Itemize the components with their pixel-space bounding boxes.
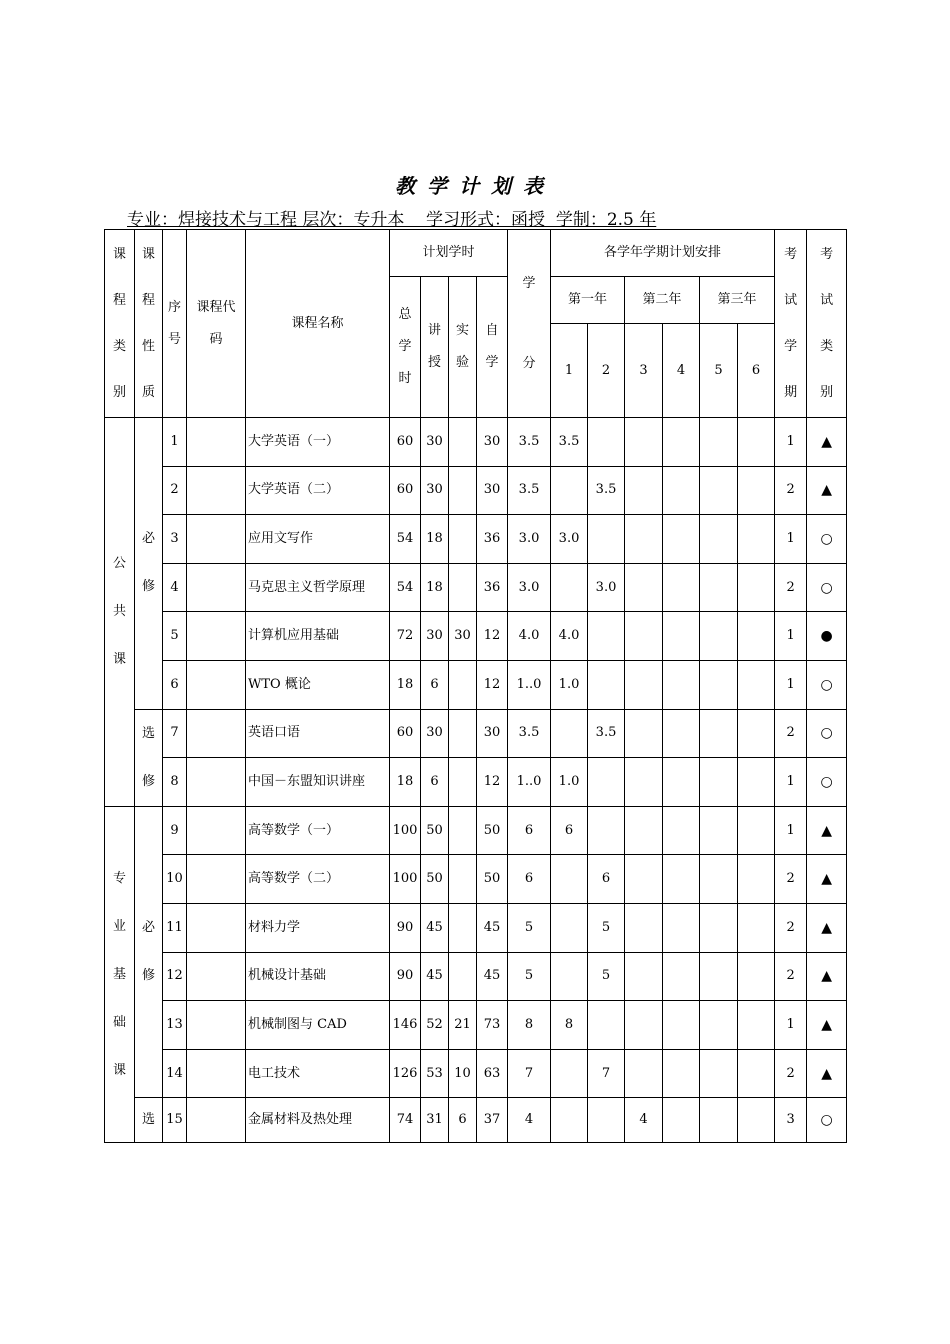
cell-s6 xyxy=(738,563,775,612)
cell-lecture: 30 xyxy=(421,466,449,515)
cell-credit: 3.5 xyxy=(508,466,551,515)
cell-exam-term: 3 xyxy=(775,1098,807,1143)
cell-exam-type: ▲ xyxy=(807,418,847,467)
table-row xyxy=(105,660,847,709)
cell-seq: 3 xyxy=(163,515,187,564)
cell-lecture: 45 xyxy=(421,952,449,1001)
cell-exam-type: ▲ xyxy=(807,466,847,515)
cell-code xyxy=(187,612,246,661)
group-public-course: 公 共 课 xyxy=(105,418,135,807)
header-lecture: 讲 授 xyxy=(421,277,449,418)
cell-lecture: 30 xyxy=(421,612,449,661)
cell-code xyxy=(187,952,246,1001)
cell-credit: 1..0 xyxy=(508,660,551,709)
cell-s2 xyxy=(588,418,625,467)
cell-s3 xyxy=(625,903,663,952)
cell-exam-type: ○ xyxy=(807,660,847,709)
cell-s1 xyxy=(551,855,588,904)
cell-exam-type: ▲ xyxy=(807,952,847,1001)
cell-s1 xyxy=(551,903,588,952)
cell-s2: 5 xyxy=(588,903,625,952)
header-exam-term: 考 试 学 期 xyxy=(775,230,807,418)
page-title: 教学计划表 xyxy=(395,174,555,198)
cell-s4 xyxy=(663,758,700,807)
cell-s3 xyxy=(625,660,663,709)
cell-lecture: 31 xyxy=(421,1098,449,1143)
cell-s6 xyxy=(738,660,775,709)
header-plan-hours: 计划学时 xyxy=(390,230,508,277)
table-row xyxy=(105,466,847,515)
cell-self: 63 xyxy=(477,1049,508,1098)
cell-exam-type: ○ xyxy=(807,563,847,612)
table-row xyxy=(105,418,847,467)
cell-s3 xyxy=(625,709,663,758)
cell-s6 xyxy=(738,952,775,1001)
cell-s3 xyxy=(625,1049,663,1098)
cell-credit: 1..0 xyxy=(508,758,551,807)
cell-course-name: 机械设计基础 xyxy=(246,952,390,1001)
cell-s1: 3.5 xyxy=(551,418,588,467)
cell-exam-term: 2 xyxy=(775,1049,807,1098)
cell-lecture: 6 xyxy=(421,660,449,709)
cell-lab: 30 xyxy=(449,612,477,661)
cell-exam-term: 2 xyxy=(775,563,807,612)
cell-total: 60 xyxy=(390,466,421,515)
cell-lab xyxy=(449,855,477,904)
cell-s6 xyxy=(738,709,775,758)
cell-seq: 10 xyxy=(163,855,187,904)
cell-s1 xyxy=(551,952,588,1001)
cell-s2: 3.5 xyxy=(588,466,625,515)
cell-s4 xyxy=(663,660,700,709)
header-self-study: 自 学 xyxy=(477,277,508,418)
header-total-hours: 总 学 时 xyxy=(390,277,421,418)
header-semester-1: 1 xyxy=(551,324,588,418)
cell-exam-term: 2 xyxy=(775,855,807,904)
cell-s5 xyxy=(700,1098,738,1143)
cell-lab: 6 xyxy=(449,1098,477,1143)
cell-s1 xyxy=(551,563,588,612)
cell-self: 36 xyxy=(477,563,508,612)
cell-code xyxy=(187,903,246,952)
header-semester-2: 2 xyxy=(588,324,625,418)
header-credit: 学 分 xyxy=(508,230,551,418)
cell-credit: 5 xyxy=(508,952,551,1001)
cell-lecture: 50 xyxy=(421,855,449,904)
cell-s6 xyxy=(738,1098,775,1143)
table-row xyxy=(105,952,847,1001)
cell-s1 xyxy=(551,709,588,758)
cell-self: 50 xyxy=(477,806,508,855)
table-row xyxy=(105,758,847,807)
cell-s4 xyxy=(663,709,700,758)
cell-course-name: 大学英语（二） xyxy=(246,466,390,515)
cell-credit: 6 xyxy=(508,806,551,855)
cell-course-name: 机械制图与 CAD xyxy=(246,1001,390,1050)
cell-self: 73 xyxy=(477,1001,508,1050)
cell-seq: 2 xyxy=(163,466,187,515)
cell-exam-term: 1 xyxy=(775,418,807,467)
cell-s2 xyxy=(588,612,625,661)
group-elective: 选 修 xyxy=(135,709,163,806)
table-row xyxy=(105,563,847,612)
cell-total: 100 xyxy=(390,806,421,855)
cell-s5 xyxy=(700,1049,738,1098)
cell-total: 74 xyxy=(390,1098,421,1143)
cell-s4 xyxy=(663,1098,700,1143)
cell-total: 18 xyxy=(390,758,421,807)
cell-lecture: 30 xyxy=(421,709,449,758)
cell-total: 60 xyxy=(390,418,421,467)
cell-seq: 4 xyxy=(163,563,187,612)
cell-credit: 3.5 xyxy=(508,418,551,467)
cell-course-name: 电工技术 xyxy=(246,1049,390,1098)
cell-self: 30 xyxy=(477,466,508,515)
cell-code xyxy=(187,1098,246,1143)
cell-course-name: 应用文写作 xyxy=(246,515,390,564)
cell-s2: 7 xyxy=(588,1049,625,1098)
cell-total: 146 xyxy=(390,1001,421,1050)
cell-total: 72 xyxy=(390,612,421,661)
cell-s1: 4.0 xyxy=(551,612,588,661)
cell-s4 xyxy=(663,515,700,564)
table-row xyxy=(105,903,847,952)
cell-s1 xyxy=(551,1098,588,1143)
cell-s2: 5 xyxy=(588,952,625,1001)
cell-seq: 7 xyxy=(163,709,187,758)
cell-self: 50 xyxy=(477,855,508,904)
cell-total: 60 xyxy=(390,709,421,758)
cell-exam-term: 1 xyxy=(775,515,807,564)
cell-s3 xyxy=(625,855,663,904)
table-row xyxy=(105,515,847,564)
cell-s2 xyxy=(588,758,625,807)
cell-exam-term: 1 xyxy=(775,1001,807,1050)
cell-self: 36 xyxy=(477,515,508,564)
cell-exam-term: 1 xyxy=(775,806,807,855)
header-year-3: 第三年 xyxy=(700,277,775,324)
cell-self: 12 xyxy=(477,660,508,709)
cell-s5 xyxy=(700,612,738,661)
cell-lab xyxy=(449,418,477,467)
cell-s4 xyxy=(663,418,700,467)
cell-s3 xyxy=(625,563,663,612)
group-professional-course: 专 业 基 础 课 xyxy=(105,806,135,1143)
cell-s3 xyxy=(625,758,663,807)
cell-self: 30 xyxy=(477,418,508,467)
cell-s4 xyxy=(663,1049,700,1098)
cell-s6 xyxy=(738,903,775,952)
cell-s5 xyxy=(700,806,738,855)
cell-lab xyxy=(449,515,477,564)
cell-s3: 4 xyxy=(625,1098,663,1143)
cell-course-name: 金属材料及热处理 xyxy=(246,1098,390,1143)
cell-total: 90 xyxy=(390,952,421,1001)
cell-exam-term: 1 xyxy=(775,612,807,661)
cell-self: 45 xyxy=(477,903,508,952)
cell-code xyxy=(187,660,246,709)
cell-s5 xyxy=(700,709,738,758)
cell-course-name: 英语口语 xyxy=(246,709,390,758)
cell-course-name: WTO 概论 xyxy=(246,660,390,709)
header-course-name: 课程名称 xyxy=(246,230,390,418)
cell-exam-type: ▲ xyxy=(807,855,847,904)
group-required-2: 必 修 xyxy=(135,806,163,1098)
cell-s2: 3.5 xyxy=(588,709,625,758)
cell-seq: 14 xyxy=(163,1049,187,1098)
cell-s1: 1.0 xyxy=(551,660,588,709)
header-semester-6: 6 xyxy=(738,324,775,418)
cell-s4 xyxy=(663,612,700,661)
cell-lab xyxy=(449,709,477,758)
cell-exam-type: ▲ xyxy=(807,1049,847,1098)
cell-s4 xyxy=(663,466,700,515)
cell-credit: 3.0 xyxy=(508,515,551,564)
cell-exam-type: ● xyxy=(807,612,847,661)
cell-credit: 4 xyxy=(508,1098,551,1143)
header-semester-plan: 各学年学期计划安排 xyxy=(551,230,775,277)
cell-s2 xyxy=(588,660,625,709)
cell-exam-term: 1 xyxy=(775,758,807,807)
cell-lab xyxy=(449,563,477,612)
cell-self: 30 xyxy=(477,709,508,758)
header-exam-type: 考 试 类 别 xyxy=(807,230,847,418)
cell-s3 xyxy=(625,806,663,855)
cell-course-name: 大学英语（一） xyxy=(246,418,390,467)
cell-s5 xyxy=(700,418,738,467)
cell-lecture: 45 xyxy=(421,903,449,952)
cell-credit: 5 xyxy=(508,903,551,952)
cell-lab xyxy=(449,806,477,855)
cell-code xyxy=(187,563,246,612)
header-year-1: 第一年 xyxy=(551,277,625,324)
cell-seq: 6 xyxy=(163,660,187,709)
cell-total: 90 xyxy=(390,903,421,952)
cell-lecture: 18 xyxy=(421,515,449,564)
cell-credit: 3.5 xyxy=(508,709,551,758)
cell-s6 xyxy=(738,758,775,807)
cell-exam-type: ○ xyxy=(807,758,847,807)
cell-seq: 1 xyxy=(163,418,187,467)
cell-code xyxy=(187,515,246,564)
cell-lab xyxy=(449,660,477,709)
cell-s2: 6 xyxy=(588,855,625,904)
cell-lab xyxy=(449,952,477,1001)
cell-code xyxy=(187,466,246,515)
cell-s2 xyxy=(588,1001,625,1050)
cell-s1: 6 xyxy=(551,806,588,855)
cell-s5 xyxy=(700,855,738,904)
cell-credit: 8 xyxy=(508,1001,551,1050)
cell-exam-term: 2 xyxy=(775,903,807,952)
cell-s1: 1.0 xyxy=(551,758,588,807)
cell-code xyxy=(187,418,246,467)
cell-s3 xyxy=(625,418,663,467)
cell-exam-term: 2 xyxy=(775,952,807,1001)
cell-seq: 13 xyxy=(163,1001,187,1050)
cell-s6 xyxy=(738,806,775,855)
table-row xyxy=(105,1049,847,1098)
cell-self: 37 xyxy=(477,1098,508,1143)
cell-seq: 15 xyxy=(163,1098,187,1143)
cell-lab: 21 xyxy=(449,1001,477,1050)
cell-code xyxy=(187,806,246,855)
cell-credit: 3.0 xyxy=(508,563,551,612)
cell-self: 12 xyxy=(477,612,508,661)
program-info-line: 专业：焊接技术与工程 层次：专升本 学习形式：函授 学制：2.5 年 xyxy=(127,210,657,230)
cell-total: 54 xyxy=(390,515,421,564)
cell-s3 xyxy=(625,952,663,1001)
cell-s2 xyxy=(588,1098,625,1143)
cell-exam-type: ▲ xyxy=(807,1001,847,1050)
cell-course-name: 计算机应用基础 xyxy=(246,612,390,661)
cell-s6 xyxy=(738,466,775,515)
cell-lab xyxy=(449,758,477,807)
cell-lab xyxy=(449,903,477,952)
header-course-nature: 课 程 性 质 xyxy=(135,230,163,418)
header-lab: 实 验 xyxy=(449,277,477,418)
table-row xyxy=(105,709,847,758)
cell-total: 126 xyxy=(390,1049,421,1098)
cell-lab xyxy=(449,466,477,515)
cell-s1: 8 xyxy=(551,1001,588,1050)
cell-course-name: 马克思主义哲学原理 xyxy=(246,563,390,612)
cell-exam-type: ▲ xyxy=(807,806,847,855)
cell-s5 xyxy=(700,515,738,564)
cell-s5 xyxy=(700,903,738,952)
table-row xyxy=(105,806,847,855)
cell-exam-term: 2 xyxy=(775,709,807,758)
cell-s2: 3.0 xyxy=(588,563,625,612)
cell-s6 xyxy=(738,855,775,904)
header-year-2: 第二年 xyxy=(625,277,700,324)
cell-self: 12 xyxy=(477,758,508,807)
cell-s6 xyxy=(738,418,775,467)
header-seq: 序 号 xyxy=(163,230,187,418)
cell-total: 100 xyxy=(390,855,421,904)
cell-seq: 11 xyxy=(163,903,187,952)
cell-s4 xyxy=(663,855,700,904)
cell-exam-term: 2 xyxy=(775,466,807,515)
cell-code xyxy=(187,855,246,904)
cell-s6 xyxy=(738,612,775,661)
cell-lab: 10 xyxy=(449,1049,477,1098)
cell-s5 xyxy=(700,660,738,709)
cell-s5 xyxy=(700,563,738,612)
cell-s5 xyxy=(700,466,738,515)
cell-s3 xyxy=(625,612,663,661)
cell-s1 xyxy=(551,1049,588,1098)
table-row xyxy=(105,1001,847,1050)
cell-exam-type: ▲ xyxy=(807,903,847,952)
cell-s5 xyxy=(700,1001,738,1050)
cell-lecture: 50 xyxy=(421,806,449,855)
header-course-category: 课 程 类 别 xyxy=(105,230,135,418)
teaching-plan-table xyxy=(104,229,847,1143)
cell-lecture: 52 xyxy=(421,1001,449,1050)
cell-course-name: 中国－东盟知识讲座 xyxy=(246,758,390,807)
cell-course-name: 高等数学（一） xyxy=(246,806,390,855)
cell-lecture: 18 xyxy=(421,563,449,612)
cell-seq: 9 xyxy=(163,806,187,855)
cell-s6 xyxy=(738,1001,775,1050)
cell-s1 xyxy=(551,466,588,515)
cell-lecture: 30 xyxy=(421,418,449,467)
cell-exam-type: ○ xyxy=(807,515,847,564)
cell-seq: 12 xyxy=(163,952,187,1001)
cell-s6 xyxy=(738,515,775,564)
cell-code xyxy=(187,709,246,758)
cell-lecture: 6 xyxy=(421,758,449,807)
table-row xyxy=(105,612,847,661)
cell-exam-term: 1 xyxy=(775,660,807,709)
cell-seq: 5 xyxy=(163,612,187,661)
cell-total: 18 xyxy=(390,660,421,709)
cell-self: 45 xyxy=(477,952,508,1001)
cell-s4 xyxy=(663,806,700,855)
cell-credit: 7 xyxy=(508,1049,551,1098)
cell-s4 xyxy=(663,903,700,952)
cell-credit: 4.0 xyxy=(508,612,551,661)
cell-s3 xyxy=(625,466,663,515)
cell-total: 54 xyxy=(390,563,421,612)
cell-s4 xyxy=(663,563,700,612)
cell-s3 xyxy=(625,515,663,564)
cell-lecture: 53 xyxy=(421,1049,449,1098)
group-elective-partial: 选 xyxy=(135,1098,163,1143)
cell-code xyxy=(187,1001,246,1050)
cell-s1: 3.0 xyxy=(551,515,588,564)
cell-exam-type: ○ xyxy=(807,709,847,758)
header-semester-4: 4 xyxy=(663,324,700,418)
cell-seq: 8 xyxy=(163,758,187,807)
cell-s2 xyxy=(588,806,625,855)
cell-credit: 6 xyxy=(508,855,551,904)
header-semester-3: 3 xyxy=(625,324,663,418)
cell-s4 xyxy=(663,952,700,1001)
cell-s4 xyxy=(663,1001,700,1050)
cell-s5 xyxy=(700,758,738,807)
cell-s5 xyxy=(700,952,738,1001)
cell-course-name: 高等数学（二） xyxy=(246,855,390,904)
cell-course-name: 材料力学 xyxy=(246,903,390,952)
table-row xyxy=(105,855,847,904)
cell-s3 xyxy=(625,1001,663,1050)
cell-s2 xyxy=(588,515,625,564)
cell-s6 xyxy=(738,1049,775,1098)
table-row xyxy=(105,1098,847,1143)
cell-exam-type: ○ xyxy=(807,1098,847,1143)
header-semester-5: 5 xyxy=(700,324,738,418)
group-required: 必 修 xyxy=(135,418,163,710)
cell-code xyxy=(187,1049,246,1098)
header-course-code: 课程代 码 xyxy=(187,230,246,418)
cell-code xyxy=(187,758,246,807)
